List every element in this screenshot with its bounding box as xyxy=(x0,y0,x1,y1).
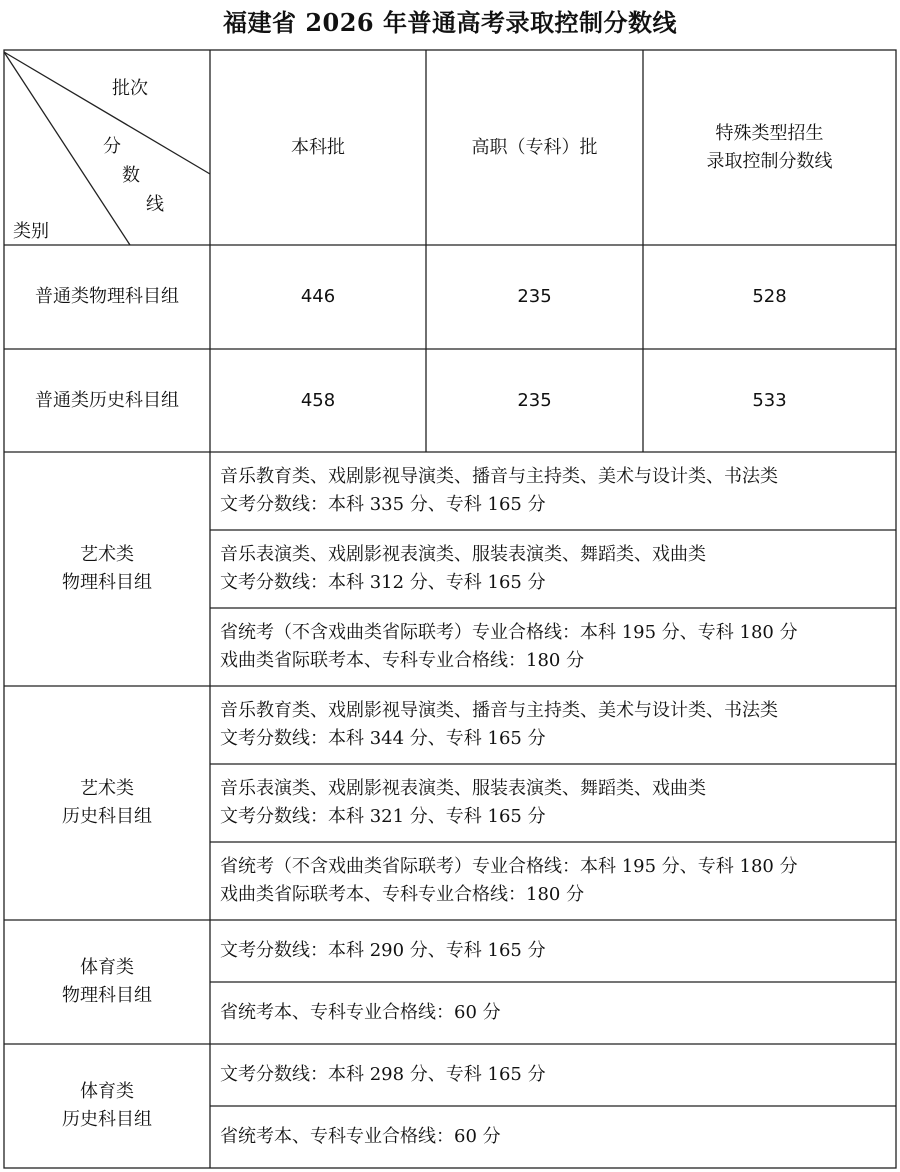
category-label: 普通类历史科目组 xyxy=(35,389,179,411)
page-title: 福建省 2026 年普通高考录取控制分数线 xyxy=(222,8,677,37)
category-line1: 体育类 xyxy=(80,1081,134,1102)
score-value: 235 xyxy=(517,286,552,307)
sports-physics-row-1 xyxy=(220,920,896,982)
row-line2: 文考分数线：本科 312 分、专科 165 分 xyxy=(220,572,546,593)
score-value: 446 xyxy=(300,286,336,307)
row-line1: 省统考本、专科专业合格线：60 分 xyxy=(220,1002,501,1023)
score-value: 458 xyxy=(300,389,336,411)
corner-score-char-1: 分 xyxy=(103,136,121,157)
art-physics-row-2 xyxy=(220,530,896,608)
corner-batch-label: 批次 xyxy=(112,78,148,99)
sports-history-row-2 xyxy=(220,1106,896,1168)
category-line1: 艺术类 xyxy=(80,778,134,799)
col-header-special xyxy=(643,50,896,245)
art-physics-row-3 xyxy=(220,608,896,686)
row-line2: 戏曲类省际联考本、专科专业合格线：180 分 xyxy=(220,884,585,905)
row-line1: 省统考（不含戏曲类省际联考）专业合格线：本科 195 分、专科 180 分 xyxy=(220,856,798,877)
col-header-special-line2: 录取控制分数线 xyxy=(706,150,833,172)
general-physics-undergrad xyxy=(210,245,426,349)
sports-history-row-1 xyxy=(220,1044,896,1106)
score-value: 533 xyxy=(752,389,787,411)
col-header-special-line1: 特殊类型招生 xyxy=(715,122,824,144)
score-value: 235 xyxy=(517,389,552,411)
category-line2: 物理科目组 xyxy=(62,985,152,1006)
general-history-undergrad xyxy=(210,349,426,452)
row-line1: 音乐教育类、戏剧影视导演类、播音与主持类、美术与设计类、书法类 xyxy=(220,700,778,721)
art-history-row-3 xyxy=(220,842,896,920)
row-line1: 省统考（不含戏曲类省际联考）专业合格线：本科 195 分、专科 180 分 xyxy=(220,622,798,643)
category-line2: 历史科目组 xyxy=(62,1109,152,1130)
art-history-row-1 xyxy=(220,686,896,764)
general-physics-vocational xyxy=(426,245,643,349)
col-header-undergrad-label: 本科批 xyxy=(291,136,345,158)
row-line2: 文考分数线：本科 335 分、专科 165 分 xyxy=(220,494,546,515)
category-line2: 物理科目组 xyxy=(62,572,152,593)
corner-score-char-2: 数 xyxy=(122,165,140,186)
art-history-category xyxy=(4,686,210,920)
art-physics-category xyxy=(4,452,210,686)
sports-history-category xyxy=(4,1044,210,1168)
art-history-row-2 xyxy=(220,764,896,842)
art-physics-row-1 xyxy=(220,452,896,530)
corner-score-char-3: 线 xyxy=(146,194,164,215)
row-line2: 文考分数线：本科 344 分、专科 165 分 xyxy=(220,728,546,749)
row-line1: 音乐表演类、戏剧影视表演类、服装表演类、舞蹈类、戏曲类 xyxy=(220,778,706,799)
score-value: 528 xyxy=(752,286,787,307)
row-line1: 音乐教育类、戏剧影视导演类、播音与主持类、美术与设计类、书法类 xyxy=(220,466,778,487)
general-history-vocational xyxy=(426,349,643,452)
row-line1: 省统考本、专科专业合格线：60 分 xyxy=(220,1126,501,1147)
corner-category-label: 类别 xyxy=(13,221,49,242)
category-label: 普通类物理科目组 xyxy=(35,286,179,307)
general-physics-special xyxy=(643,245,896,349)
col-header-vocational xyxy=(426,50,643,245)
row-line1: 文考分数线：本科 290 分、专科 165 分 xyxy=(220,940,546,961)
row-line2: 戏曲类省际联考本、专科专业合格线：180 分 xyxy=(220,650,585,671)
category-line1: 体育类 xyxy=(80,957,134,978)
general-history-special xyxy=(643,349,896,452)
col-header-vocational-label: 高职（专科）批 xyxy=(471,136,598,158)
row-general-history-category xyxy=(4,349,210,452)
category-line2: 历史科目组 xyxy=(62,806,152,827)
category-line1: 艺术类 xyxy=(80,544,134,565)
col-header-undergrad xyxy=(210,50,426,245)
row-line1: 文考分数线：本科 298 分、专科 165 分 xyxy=(220,1064,546,1085)
row-line1: 音乐表演类、戏剧影视表演类、服装表演类、舞蹈类、戏曲类 xyxy=(220,544,706,565)
sports-physics-row-2 xyxy=(220,982,896,1044)
row-general-physics-category xyxy=(4,245,210,349)
row-line2: 文考分数线：本科 321 分、专科 165 分 xyxy=(220,806,546,827)
sports-physics-category xyxy=(4,920,210,1044)
